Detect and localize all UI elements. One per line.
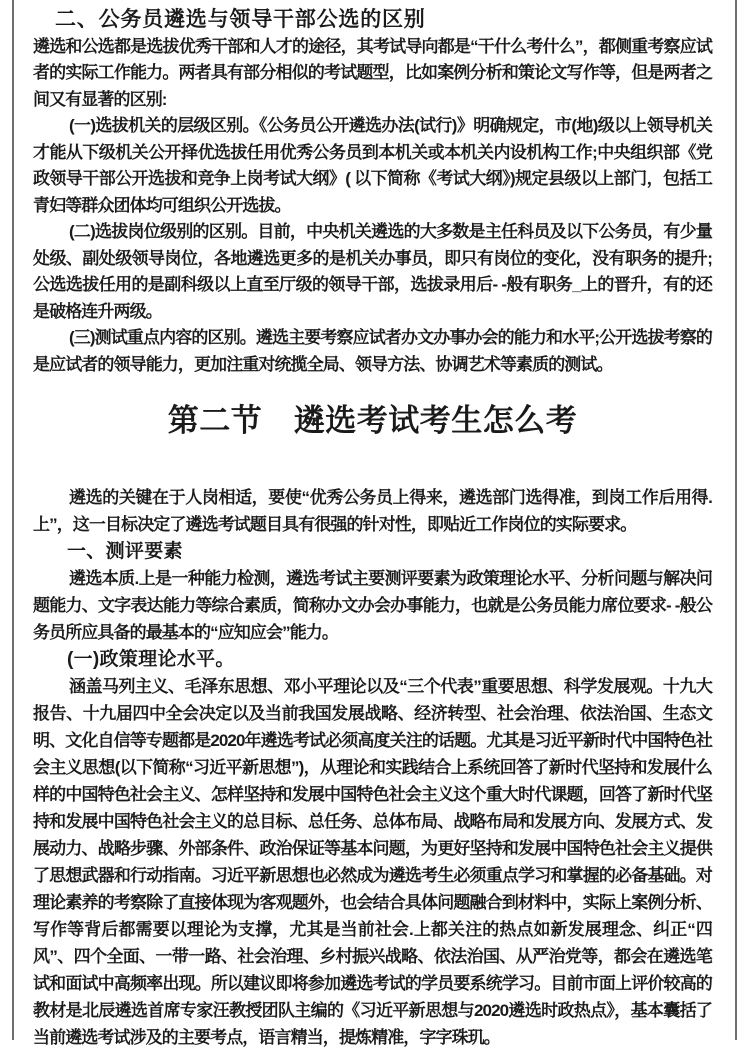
subheading-assessment-elements: 一、测评要素: [67, 541, 183, 562]
paragraph-assessment-elements: 遴选本质.上是一种能力检测，遴选考试主要测评要素为政策理论水平、分析问题与解决问题能力、文字表达能力等综合素质，简称办文办会办事能力，也就是公务员能力席位要求- -般公务员所应具备的最基本的“应知应会”能力。: [33, 569, 712, 642]
subheading-policy-theory-level: (一)政策理论水平。: [67, 649, 235, 670]
paragraph-difference-item-2: (二)选拔岗位级别的区别。目前，中央机关遴选的大多数是主任科员及以下公务员，有少量处级、副处级领导岗位，各地遴选更多的是机关办事员，即只有岗位的变化，没有职务的提升;公选选拔任用的是副科级以上直至厅级的领导干部，选拔录用后- -般有职务_上的晋升，有的还是破格连升两级。: [33, 222, 712, 321]
paragraph-section2-intro: 遴选的关键在于人岗相适，要使“优秀公务员上得来，遴选部门选得准，到岗工作后用得.上”，这一目标决定了遴选考试题目具有很强的针对性，即贴近工作岗位的实际要求。: [33, 488, 712, 534]
page-content: [33, 7, 712, 1051]
paragraph-difference-item-3: (三)测试重点内容的区别。遴选主要考察应试者办文办事办会的能力和水平;公开选拔考察的是应试者的领导能力，更加注重对统揽全局、领导方法、协调艺术等素质的测试。: [33, 328, 712, 374]
section-title: 第二节 遴选考试考生怎么考: [167, 403, 578, 438]
paragraph-difference-item-1: (一)选拔机关的层级区别。《公务员公开遴选办法(试行)》明确规定，市(地)级以上领导机关才能从下级机关公开择优选拔任用优秀公务员到本机关或本机关内设机构工作;中央组织部《党政领导干部公开选拔和竞争上岗考试大纲》( 以下简称《考试大纲》)规定县级以上部门，包括工青妇等群众团体均可组织公开选拔。: [33, 116, 712, 215]
paragraph-differences-intro: 遴选和公选都是选拔优秀干部和人才的途径，其考试导向都是“干什么考什么”，都侧重考察应试者的实际工作能力。两者具有部分相似的考试题型，比如案例分析和策论文写作等，但是两者之间又有显著的区别:: [33, 36, 712, 109]
section-how-to-take-exam: [33, 400, 712, 1051]
subsection-heading-differences: 二、公务员遴选与领导干部公选的区别: [55, 8, 426, 31]
paragraph-policy-theory-level: 涵盖马列主义、毛泽东思想、邓小平理论以及“三个代表”重要思想、科学发展观。十九大报告、十九届四中全会决定以及当前我国发展战略、经济转型、社会治理、依法治国、生态文明、文化自信等专题都是2020年遴选考试必须高度关注的话题。尤其是习近平新时代中国特色社会主义思想(以下简称“习近平新思想”)，从理论和实践结合上系统回答了新时代坚持和发展什么样的中国特色社会主义、怎样坚持和发展中国特色社会主义这个重大时代课题，回答了新时代坚持和发展中国特色社会主义的总目标、总任务、总体布局、战略布局和发展方向、发展方式、发展动力、战略步骤、外部条件、政治保证等基本问题，为更好坚持和发展中国特色社会主义提供了思想武器和行动指南。习近平新思想也必然成为遴选考生必须重点学习和掌握的必备基础。对理论素养的考察除了直接体现为客观题外，也会结合具体问题融合到材料中，实际上案例分析、写作等背后都需要以理论为支撑，尤其是当前社会.上都关注的热点如新发展理念、纠正“四风”、四个全面、一带一路、社会治理、乡村振兴战略、依法治国、从严治党等，都会在遴选笔试和面试中高频率出现。所以建议即将参加遴选考试的学员要系统学习。目前市面上评价较高的教材是北辰遴选首席专家汪教授团队主编的《习近平新思想与2020遴选时政热点》，基本囊括了当前遴选考试涉及的主要考点，语言精当，提炼精准，字字珠玑。: [33, 677, 712, 1047]
section-differences: [33, 7, 712, 378]
right-page-border: [735, 0, 737, 1040]
left-page-border: [12, 0, 14, 1040]
